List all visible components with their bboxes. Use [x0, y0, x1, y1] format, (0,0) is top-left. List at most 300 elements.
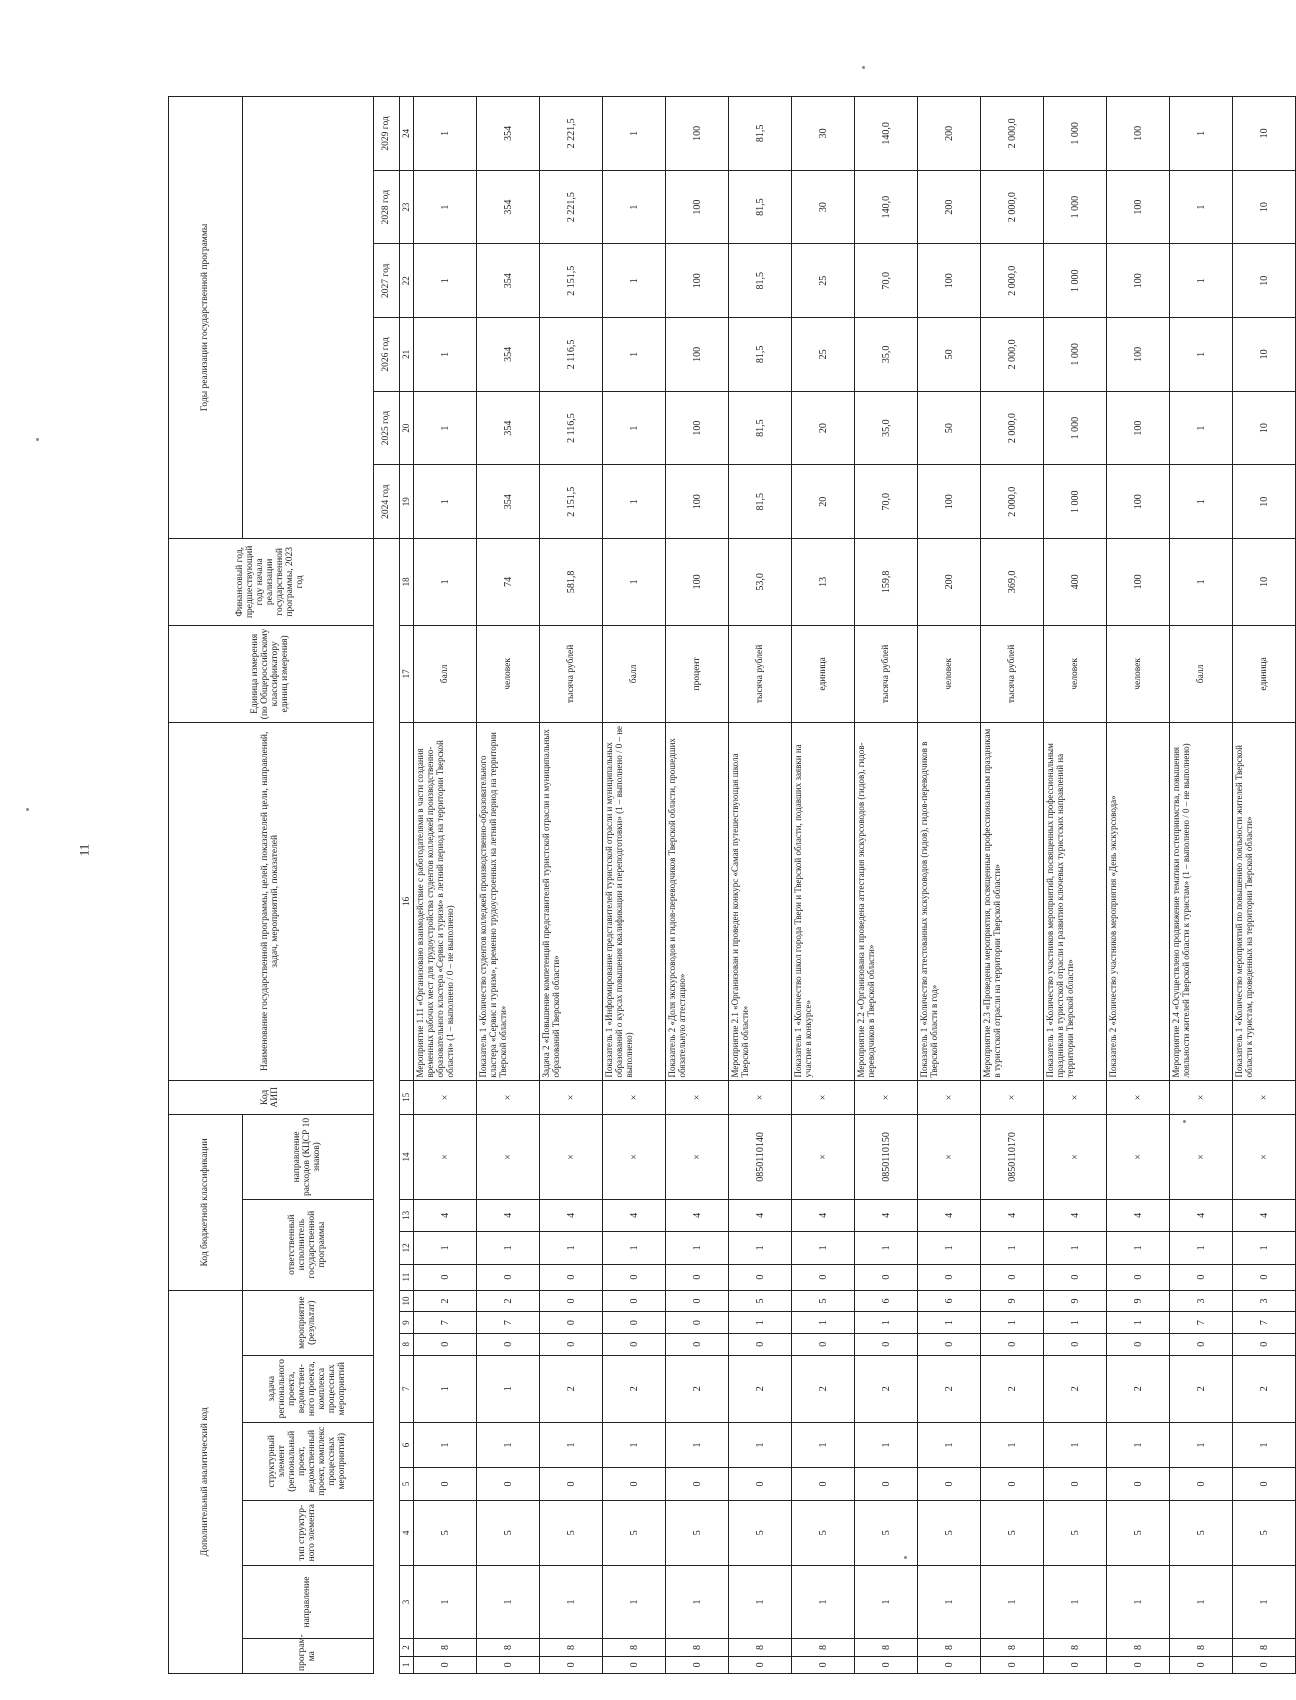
code-cell: 1	[1107, 1232, 1170, 1264]
code-cell: 2	[918, 1355, 981, 1422]
base-year-cell: 369,0	[981, 539, 1044, 626]
year-value-cell: 100	[1107, 465, 1170, 539]
year-value-cell: 100	[918, 465, 981, 539]
code-cell: 2	[477, 1290, 540, 1312]
header-year-2027: 2027 год	[374, 244, 400, 318]
year-value-cell: 100	[666, 391, 729, 465]
year-value-cell: 30	[792, 170, 855, 244]
code-cell: 1	[981, 1565, 1044, 1639]
header-year-2024: 2024 год	[374, 465, 400, 539]
code-cell: 9	[981, 1290, 1044, 1312]
code-cell: 1	[1044, 1232, 1107, 1264]
aip-cell: ×	[918, 1080, 981, 1115]
code-cell: 8	[729, 1639, 792, 1656]
year-value-cell: 81,5	[729, 170, 792, 244]
code-cell: 2	[1107, 1355, 1170, 1422]
year-value-cell: 2 000,0	[981, 170, 1044, 244]
code-cell: 1	[477, 1565, 540, 1639]
code-cell: 0	[729, 1264, 792, 1290]
year-value-cell: 200	[918, 97, 981, 171]
table-row	[540, 97, 603, 1674]
aip-cell: ×	[666, 1080, 729, 1115]
code-cell: 4	[477, 1199, 540, 1231]
code-cell: 1	[1233, 1232, 1296, 1264]
name-cell: Показатель 1 «Количество студентов колледжей производственно-образовательного кластера «Сервис и туризм», временно трудоустроенных на летний период на территории Тверской области»	[477, 723, 540, 1080]
year-value-cell: 140,0	[855, 97, 918, 171]
code-cell: 1	[1044, 1312, 1107, 1334]
year-value-cell: 2 000,0	[981, 465, 1044, 539]
year-value-cell: 2 116,5	[540, 318, 603, 392]
column-number: 24	[400, 97, 414, 171]
code-cell: 1	[414, 1232, 477, 1264]
code-cell: 1	[918, 1565, 981, 1639]
year-value-cell: 1	[603, 244, 666, 318]
code-cell: 8	[603, 1639, 666, 1656]
code-cell: 0	[1170, 1333, 1233, 1355]
table-row	[603, 97, 666, 1674]
code-cell: 4	[414, 1199, 477, 1231]
table-row	[1107, 97, 1170, 1674]
code-cell: 4	[729, 1199, 792, 1231]
kcsr-cell: 0850110140	[729, 1115, 792, 1199]
code-cell: 1	[792, 1232, 855, 1264]
header-base-year: Финансовый год, предшествующий году начала реализации государственной программы, 2023 год	[169, 539, 374, 626]
year-value-cell: 1	[414, 318, 477, 392]
code-cell: 5	[918, 1500, 981, 1565]
code-cell: 0	[1233, 1333, 1296, 1355]
base-year-cell: 10	[1233, 539, 1296, 626]
code-cell: 0	[792, 1468, 855, 1500]
base-year-cell: 581,8	[540, 539, 603, 626]
code-cell: 4	[1107, 1199, 1170, 1231]
header-budget-code: Код бюджетной классификации	[169, 1115, 243, 1290]
year-value-cell: 354	[477, 391, 540, 465]
year-value-cell: 1 000	[1044, 465, 1107, 539]
code-cell: 0	[1170, 1264, 1233, 1290]
code-cell: 9	[1044, 1290, 1107, 1312]
table-row	[1170, 97, 1233, 1674]
code-cell: 7	[1233, 1312, 1296, 1334]
table-row	[666, 97, 729, 1674]
base-year-cell: 1	[414, 539, 477, 626]
column-number: 20	[400, 391, 414, 465]
code-cell: 5	[729, 1500, 792, 1565]
year-value-cell: 1	[414, 391, 477, 465]
table-row	[477, 97, 540, 1674]
code-cell: 0	[1044, 1656, 1107, 1673]
column-number: 13	[400, 1199, 414, 1231]
code-cell: 0	[477, 1333, 540, 1355]
year-value-cell: 1	[1170, 465, 1233, 539]
code-cell: 1	[540, 1422, 603, 1467]
kcsr-cell: ×	[1044, 1115, 1107, 1199]
code-cell: 1	[918, 1422, 981, 1467]
code-cell: 0	[666, 1264, 729, 1290]
code-cell: 0	[666, 1290, 729, 1312]
code-cell: 1	[855, 1232, 918, 1264]
year-value-cell: 70,0	[855, 465, 918, 539]
year-value-cell: 100	[1107, 170, 1170, 244]
code-cell: 5	[540, 1500, 603, 1565]
year-value-cell: 100	[666, 465, 729, 539]
header-name: Наименование государственной программы, целей, показателей цели, направлений, задач, мероприятий, показателей	[169, 723, 374, 1080]
code-cell: 1	[855, 1422, 918, 1467]
header-programma: програм-ма	[243, 1639, 374, 1674]
code-cell: 0	[918, 1333, 981, 1355]
code-cell: 5	[414, 1500, 477, 1565]
code-cell: 1	[981, 1312, 1044, 1334]
year-value-cell: 2 116,5	[540, 391, 603, 465]
code-cell: 5	[855, 1500, 918, 1565]
code-cell: 7	[1170, 1312, 1233, 1334]
base-year-cell: 1	[1170, 539, 1233, 626]
year-value-cell: 1 000	[1044, 170, 1107, 244]
year-value-cell: 100	[1107, 318, 1170, 392]
base-year-cell: 159,8	[855, 539, 918, 626]
column-number: 1	[400, 1656, 414, 1673]
year-value-cell: 1	[1170, 97, 1233, 171]
header-year-2025: 2025 год	[374, 391, 400, 465]
code-cell: 4	[1233, 1199, 1296, 1231]
year-value-cell: 1	[603, 465, 666, 539]
code-cell: 8	[1044, 1639, 1107, 1656]
aip-cell: ×	[729, 1080, 792, 1115]
base-year-cell: 13	[792, 539, 855, 626]
code-cell: 0	[540, 1290, 603, 1312]
code-cell: 0	[792, 1333, 855, 1355]
column-number: 23	[400, 170, 414, 244]
code-cell: 0	[540, 1468, 603, 1500]
code-cell: 1	[981, 1232, 1044, 1264]
year-value-cell: 2 221,5	[540, 170, 603, 244]
scan-speck	[26, 808, 29, 811]
code-cell: 1	[792, 1565, 855, 1639]
column-number: 2	[400, 1639, 414, 1656]
year-value-cell: 1	[603, 170, 666, 244]
code-cell: 4	[981, 1199, 1044, 1231]
year-value-cell: 35,0	[855, 391, 918, 465]
code-cell: 0	[1170, 1468, 1233, 1500]
year-value-cell: 81,5	[729, 391, 792, 465]
header-years-group: Годы реализации государственной программы	[169, 97, 243, 539]
column-number: 7	[400, 1355, 414, 1422]
year-value-cell: 354	[477, 97, 540, 171]
header-year-2028: 2028 год	[374, 170, 400, 244]
code-cell: 1	[729, 1232, 792, 1264]
code-cell: 1	[477, 1355, 540, 1422]
aip-cell: ×	[1107, 1080, 1170, 1115]
code-cell: 8	[414, 1639, 477, 1656]
table-row	[1233, 97, 1296, 1674]
code-cell: 0	[792, 1264, 855, 1290]
year-value-cell: 81,5	[729, 318, 792, 392]
year-value-cell: 70,0	[855, 244, 918, 318]
code-cell: 2	[1233, 1355, 1296, 1422]
scan-speck	[1183, 1120, 1186, 1123]
kcsr-cell: ×	[477, 1115, 540, 1199]
code-cell: 2	[1044, 1355, 1107, 1422]
table-row	[1044, 97, 1107, 1674]
aip-cell: ×	[540, 1080, 603, 1115]
code-cell: 0	[666, 1333, 729, 1355]
code-cell: 0	[1044, 1468, 1107, 1500]
code-cell: 8	[918, 1639, 981, 1656]
year-value-cell: 1	[414, 465, 477, 539]
year-value-cell: 1	[1170, 244, 1233, 318]
code-cell: 1	[729, 1422, 792, 1467]
column-number: 18	[400, 539, 414, 626]
table-row	[729, 97, 792, 1674]
code-cell: 8	[792, 1639, 855, 1656]
code-cell: 4	[603, 1199, 666, 1231]
code-cell: 4	[792, 1199, 855, 1231]
aip-cell: ×	[855, 1080, 918, 1115]
unit-cell: человек	[477, 625, 540, 722]
header-tip: тип структур-ного элемента	[243, 1500, 374, 1565]
year-value-cell: 35,0	[855, 318, 918, 392]
code-cell: 0	[603, 1656, 666, 1673]
code-cell: 0	[1107, 1333, 1170, 1355]
year-value-cell: 100	[666, 170, 729, 244]
code-cell: 5	[1044, 1500, 1107, 1565]
kcsr-cell: ×	[1107, 1115, 1170, 1199]
code-cell: 1	[603, 1232, 666, 1264]
year-value-cell: 81,5	[729, 97, 792, 171]
code-cell: 1	[414, 1422, 477, 1467]
code-cell: 0	[540, 1656, 603, 1673]
base-year-cell: 1	[603, 539, 666, 626]
base-year-cell: 100	[1107, 539, 1170, 626]
base-year-cell: 200	[918, 539, 981, 626]
year-value-cell: 354	[477, 465, 540, 539]
code-cell: 2	[855, 1355, 918, 1422]
code-cell: 0	[855, 1468, 918, 1500]
year-value-cell: 2 151,5	[540, 244, 603, 318]
table-row	[414, 97, 477, 1674]
header-expense: направление расходов (КЦСР 10 знаков)	[243, 1115, 374, 1199]
column-number: 10	[400, 1290, 414, 1312]
code-cell: 8	[666, 1639, 729, 1656]
code-cell: 1	[666, 1232, 729, 1264]
aip-cell: ×	[1044, 1080, 1107, 1115]
unit-cell: человек	[918, 625, 981, 722]
code-cell: 8	[477, 1639, 540, 1656]
column-number: 5	[400, 1468, 414, 1500]
kcsr-cell: ×	[540, 1115, 603, 1199]
code-cell: 5	[1233, 1500, 1296, 1565]
code-cell: 0	[1107, 1264, 1170, 1290]
code-cell: 8	[1170, 1639, 1233, 1656]
year-value-cell: 2 000,0	[981, 97, 1044, 171]
code-cell: 1	[1107, 1565, 1170, 1639]
kcsr-cell: ×	[792, 1115, 855, 1199]
table-row	[918, 97, 981, 1674]
header-napravlenie: направление	[243, 1565, 374, 1639]
year-value-cell: 1	[603, 97, 666, 171]
year-value-cell: 100	[1107, 97, 1170, 171]
code-cell: 0	[1107, 1468, 1170, 1500]
code-cell: 2	[540, 1355, 603, 1422]
code-cell: 5	[981, 1500, 1044, 1565]
year-value-cell: 10	[1233, 391, 1296, 465]
scan-speck	[862, 66, 865, 69]
code-cell: 0	[414, 1468, 477, 1500]
header-meropriyatie: мероприятие (результат)	[243, 1290, 374, 1355]
code-cell: 5	[1170, 1500, 1233, 1565]
code-cell: 0	[540, 1333, 603, 1355]
code-cell: 1	[1233, 1422, 1296, 1467]
year-value-cell: 2 000,0	[981, 244, 1044, 318]
unit-cell: единица	[1233, 625, 1296, 722]
code-cell: 1	[666, 1422, 729, 1467]
code-cell: 1	[981, 1422, 1044, 1467]
code-cell: 4	[540, 1199, 603, 1231]
code-cell: 2	[792, 1355, 855, 1422]
code-cell: 1	[414, 1355, 477, 1422]
code-cell: 0	[540, 1312, 603, 1334]
unit-cell: тысяча рублей	[540, 625, 603, 722]
year-value-cell: 100	[1107, 391, 1170, 465]
year-value-cell: 100	[666, 244, 729, 318]
year-value-cell: 10	[1233, 97, 1296, 171]
year-value-cell: 100	[918, 244, 981, 318]
header-year-2026: 2026 год	[374, 318, 400, 392]
year-value-cell: 1	[414, 244, 477, 318]
unit-cell: единица	[792, 625, 855, 722]
code-cell: 1	[666, 1565, 729, 1639]
page-number: 11	[76, 843, 92, 857]
column-number: 15	[400, 1080, 414, 1115]
code-cell: 0	[1170, 1656, 1233, 1673]
code-cell: 1	[855, 1312, 918, 1334]
code-cell: 2	[729, 1355, 792, 1422]
code-cell: 1	[603, 1422, 666, 1467]
year-value-cell: 354	[477, 318, 540, 392]
name-cell: Мероприятие 1.11 «Организовано взаимодействие с работодателями в части создания временных рабочих мест для трудоустройства студентов колледжей производственно-образовательного кластера «Сервис и туризм» в летний период на территории Тверской области» (1 – выполнено / 0 – не выполнено)	[414, 723, 477, 1080]
name-cell: Мероприятие 2.4 «Осуществлено продвижение тематики гостеприимства, повышения лояльности жителей Тверской области к туристам» (1 – выполнено / 0 – не выполнено)	[1170, 723, 1233, 1080]
year-value-cell: 1 000	[1044, 391, 1107, 465]
code-cell: 1	[477, 1232, 540, 1264]
column-number: 12	[400, 1232, 414, 1264]
year-value-cell: 200	[918, 170, 981, 244]
year-value-cell: 1	[1170, 170, 1233, 244]
code-cell: 8	[540, 1639, 603, 1656]
base-year-cell: 400	[1044, 539, 1107, 626]
code-cell: 3	[1170, 1290, 1233, 1312]
name-cell: Задача 2 «Повышение компетенций представителей туристской отрасли и муниципальных образований Тверской области»	[540, 723, 603, 1080]
code-cell: 1	[729, 1312, 792, 1334]
code-cell: 1	[918, 1312, 981, 1334]
kcsr-cell: ×	[603, 1115, 666, 1199]
year-value-cell: 50	[918, 318, 981, 392]
code-cell: 5	[666, 1500, 729, 1565]
aip-cell: ×	[1170, 1080, 1233, 1115]
kcsr-cell: ×	[666, 1115, 729, 1199]
code-cell: 0	[666, 1312, 729, 1334]
kcsr-cell: ×	[1170, 1115, 1233, 1199]
code-cell: 1	[729, 1565, 792, 1639]
column-number: 9	[400, 1312, 414, 1334]
code-cell: 5	[792, 1290, 855, 1312]
code-cell: 0	[981, 1468, 1044, 1500]
code-cell: 9	[1107, 1290, 1170, 1312]
name-cell: Мероприятие 2.2 «Организована и проведена аттестация экскурсоводов (гидов), гидов-переводчиков в Тверской области»	[855, 723, 918, 1080]
year-value-cell: 1	[603, 391, 666, 465]
year-value-cell: 100	[666, 97, 729, 171]
year-value-cell: 140,0	[855, 170, 918, 244]
code-cell: 1	[1170, 1232, 1233, 1264]
year-value-cell: 10	[1233, 465, 1296, 539]
code-cell: 0	[477, 1468, 540, 1500]
column-number: 16	[400, 723, 414, 1080]
code-cell: 0	[414, 1656, 477, 1673]
kcsr-cell: ×	[918, 1115, 981, 1199]
code-cell: 0	[855, 1656, 918, 1673]
year-value-cell: 354	[477, 170, 540, 244]
unit-cell: тысяча рублей	[981, 625, 1044, 722]
code-cell: 2	[603, 1355, 666, 1422]
code-cell: 4	[666, 1199, 729, 1231]
year-value-cell: 2 000,0	[981, 391, 1044, 465]
code-cell: 0	[603, 1290, 666, 1312]
column-number: 19	[400, 465, 414, 539]
code-cell: 1	[603, 1565, 666, 1639]
code-cell: 5	[1107, 1500, 1170, 1565]
code-cell: 0	[918, 1264, 981, 1290]
code-cell: 0	[540, 1264, 603, 1290]
code-cell: 0	[729, 1656, 792, 1673]
code-cell: 0	[1107, 1656, 1170, 1673]
code-cell: 1	[540, 1565, 603, 1639]
scan-speck	[36, 438, 39, 441]
code-cell: 0	[981, 1333, 1044, 1355]
header-years-offset	[374, 539, 400, 1674]
code-cell: 1	[1170, 1565, 1233, 1639]
year-value-cell: 10	[1233, 244, 1296, 318]
code-cell: 0	[666, 1468, 729, 1500]
code-cell: 8	[1233, 1639, 1296, 1656]
year-value-cell: 25	[792, 244, 855, 318]
name-cell: Показатель 1 «Информирование представителей туристской отрасли и муниципальных образований о курсах повышения квалификации и переподготовки» (1 – выполнено / 0 – не выполнено)	[603, 723, 666, 1080]
code-cell: 0	[855, 1333, 918, 1355]
header-aip-code: Код АИП	[169, 1080, 374, 1115]
year-value-cell: 2 000,0	[981, 318, 1044, 392]
aip-cell: ×	[414, 1080, 477, 1115]
program-table	[168, 96, 1296, 1674]
code-cell: 1	[792, 1422, 855, 1467]
year-value-cell: 25	[792, 318, 855, 392]
code-cell: 1	[1107, 1312, 1170, 1334]
name-cell: Показатель 2 «Доля экскурсоводов и гидов-переводчиков Тверской области, прошедших обязательную аттестацию»	[666, 723, 729, 1080]
code-cell: 2	[981, 1355, 1044, 1422]
code-cell: 0	[792, 1656, 855, 1673]
unit-cell: тысяча рублей	[729, 625, 792, 722]
code-cell: 1	[792, 1312, 855, 1334]
header-struct: структурный элемент (региональный проект, ведомственный проект, комплекс процессных мероприятий)	[243, 1422, 374, 1500]
code-cell: 0	[981, 1264, 1044, 1290]
code-cell: 0	[603, 1333, 666, 1355]
code-cell: 2	[414, 1290, 477, 1312]
code-cell: 1	[477, 1422, 540, 1467]
header-unit: Единица измерения (по Общероссийскому классификатору единиц измерения)	[169, 625, 374, 722]
code-cell: 0	[603, 1312, 666, 1334]
column-number-row	[400, 97, 414, 1674]
name-cell: Мероприятие 2.3 «Проведены мероприятия, посвященные профессиональным праздникам в туристской отрасли на территории Тверской области»	[981, 723, 1044, 1080]
column-number: 3	[400, 1565, 414, 1639]
code-cell: 1	[1170, 1422, 1233, 1467]
aip-cell: ×	[477, 1080, 540, 1115]
code-cell: 1	[414, 1565, 477, 1639]
